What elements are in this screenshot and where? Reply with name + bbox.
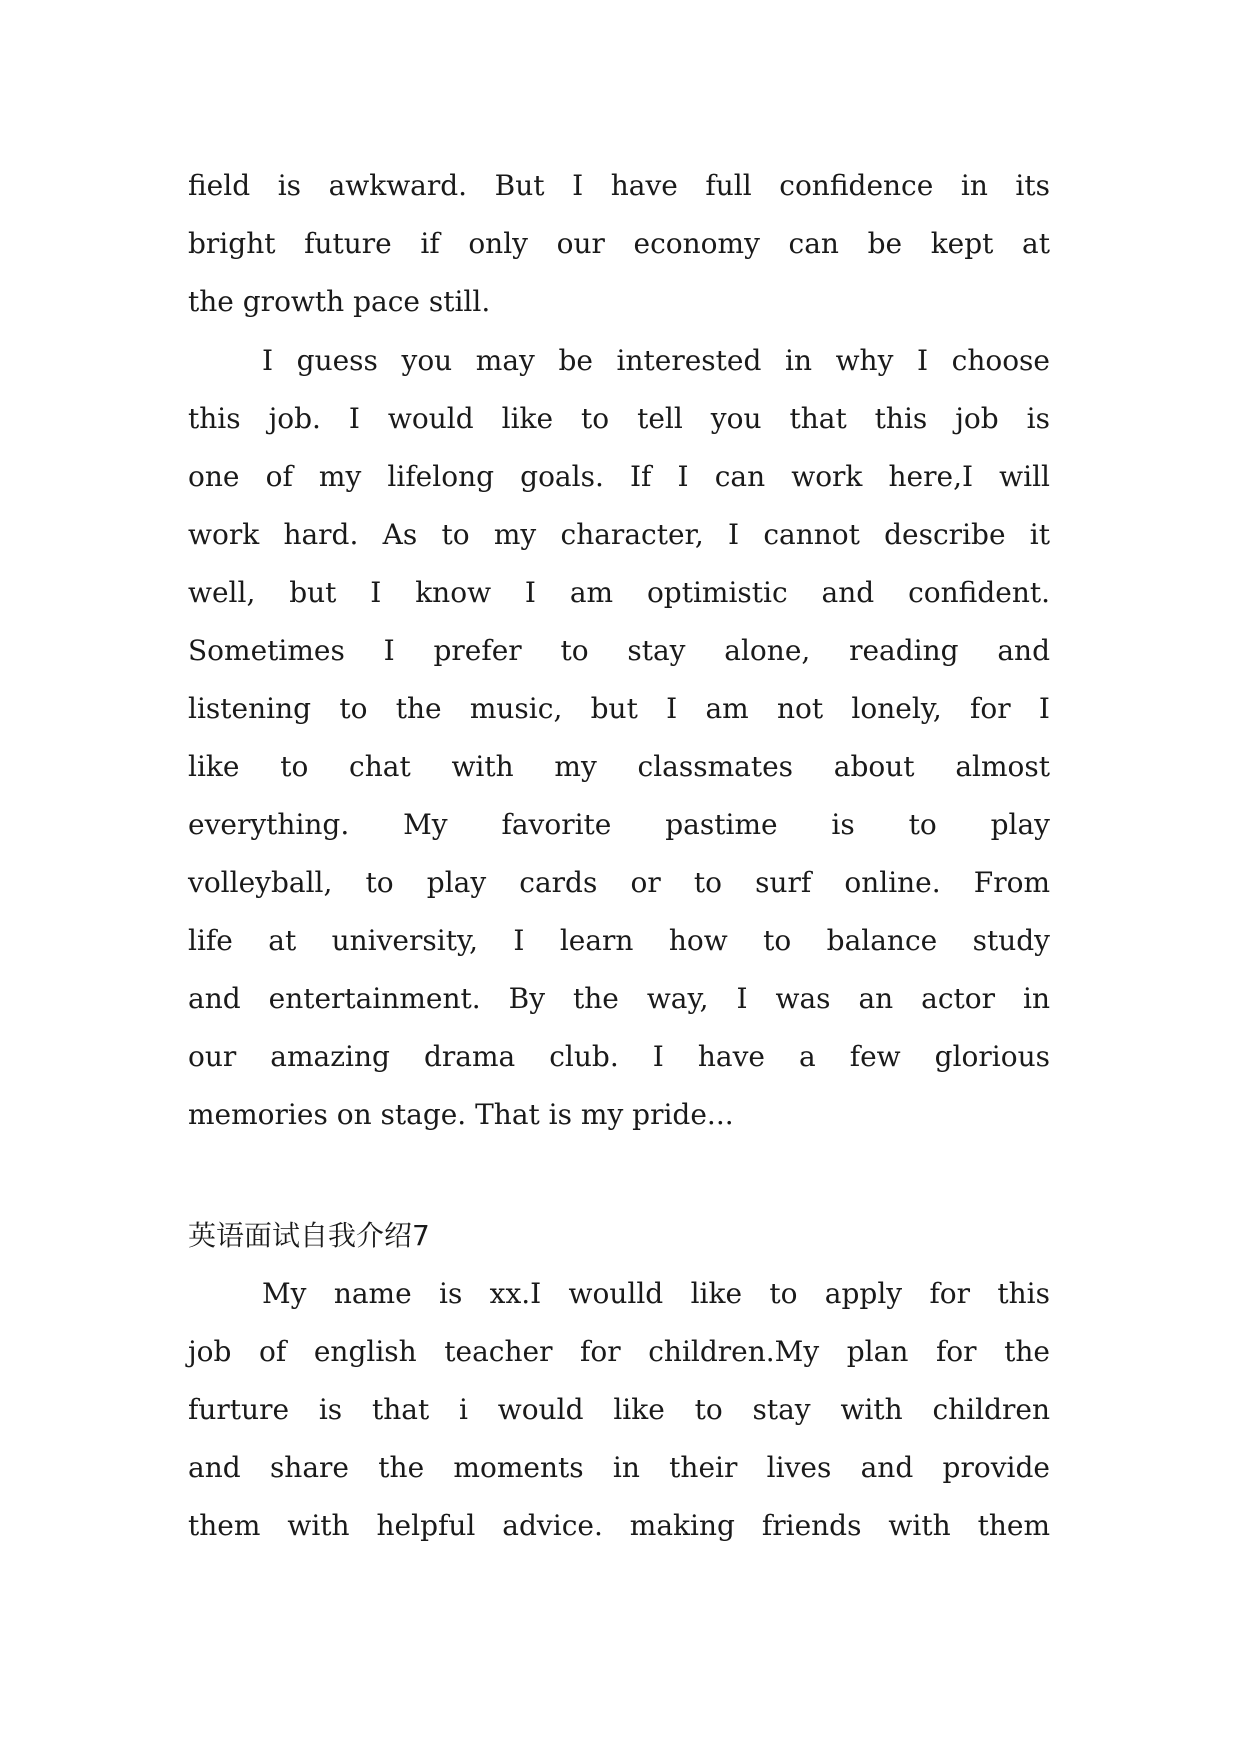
text-line: volleyball, to play cards or to surf online. From [188, 866, 1050, 899]
text-line: one of my lifelong goals. If I can work here,I will [188, 460, 1050, 493]
text-line: everything. My favorite pastime is to play [188, 808, 1050, 841]
section-heading: 英语面试自我介绍7 [188, 1219, 430, 1252]
text-line: and entertainment. By the way, I was an actor in [188, 982, 1050, 1015]
text-line: field is awkward. But I have full confidence in its [188, 169, 1050, 202]
text-line: our amazing drama club. I have a few glorious [188, 1040, 1050, 1073]
text-line: the growth pace still. [188, 285, 491, 318]
text-line: them with helpful advice. making friends with them [188, 1509, 1050, 1542]
text-line: bright future if only our economy can be kept at [188, 227, 1050, 260]
text-line: listening to the music, but I am not lonely, for I [188, 692, 1050, 725]
text-line: Sometimes I prefer to stay alone, reading and [188, 634, 1050, 667]
text-line: life at university, I learn how to balance study [188, 924, 1050, 957]
text-line: and share the moments in their lives and provide [188, 1451, 1050, 1484]
text-line: job of english teacher for children.My plan for the [188, 1335, 1050, 1368]
text-line: memories on stage. That is my pride... [188, 1098, 734, 1131]
text-line: work hard. As to my character, I cannot describe it [188, 518, 1050, 551]
text-line: this job. I would like to tell you that this job is [188, 402, 1050, 435]
text-line: well, but I know I am optimistic and confident. [188, 576, 1050, 609]
text-line: My name is xx.I woulld like to apply for this [262, 1277, 1050, 1310]
text-line: furture is that i would like to stay with children [188, 1393, 1050, 1426]
text-line: I guess you may be interested in why I choose [262, 344, 1050, 377]
text-line: like to chat with my classmates about almost [188, 750, 1050, 783]
